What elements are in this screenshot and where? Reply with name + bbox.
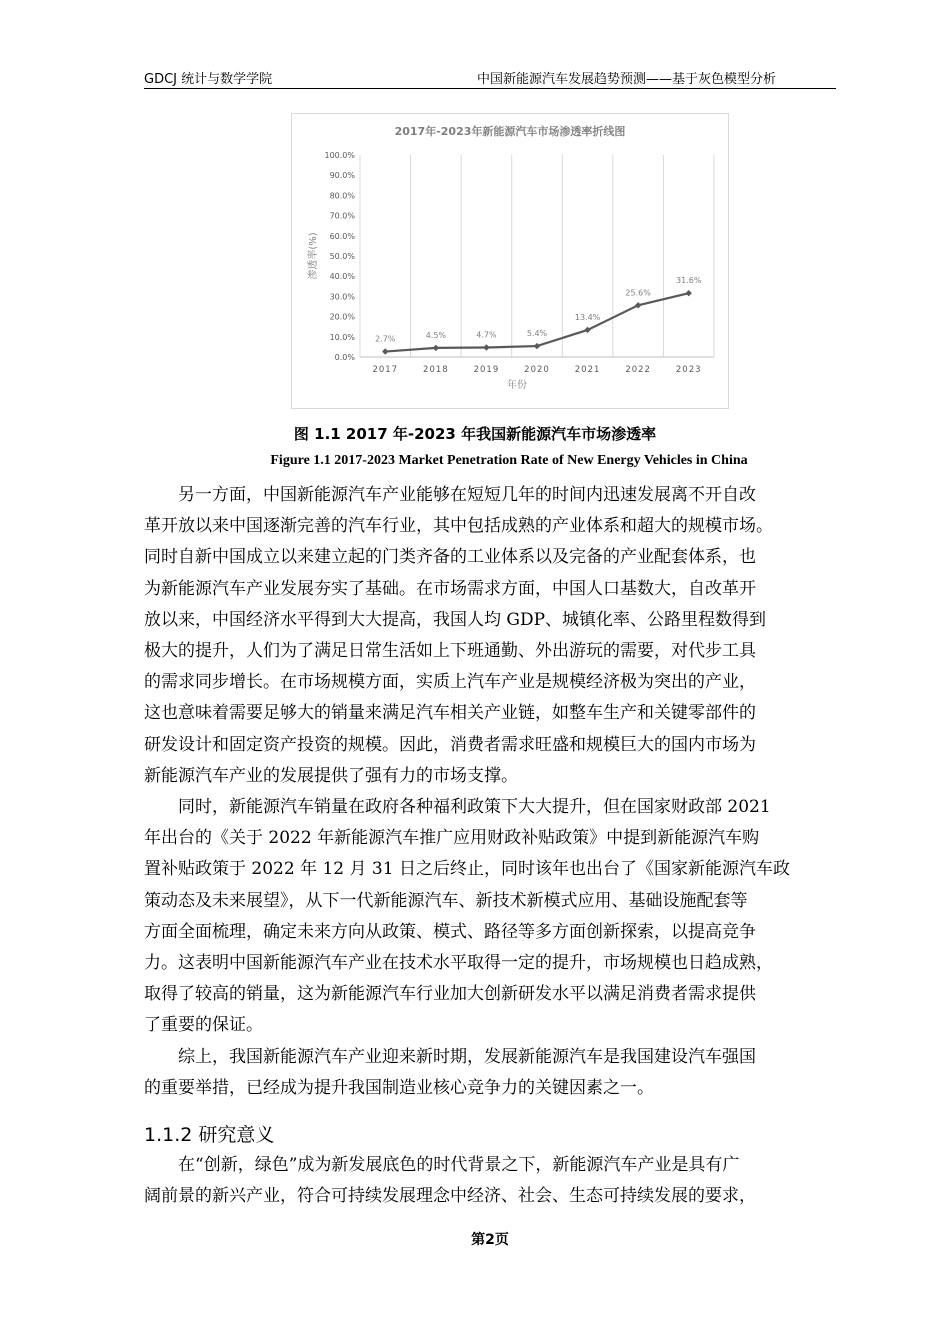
text-line: 的重要举措，已经成为提升我国制造业核心竞争力的关键因素之一。 — [144, 1077, 654, 1098]
x-tick-label: 2018 — [423, 365, 449, 375]
data-label: 5.4% — [526, 329, 548, 339]
page-number: 第2页 — [471, 1232, 509, 1248]
text-line: 新能源汽车产业的发展提供了强有力的市场支撑。 — [144, 765, 518, 786]
data-label: 25.6% — [625, 288, 651, 298]
data-point — [483, 344, 489, 350]
section-text — [144, 1150, 838, 1212]
text-line: 力。这表明中国新能源汽车产业在技术水平取得一定的提升，市场规模也日趋成熟， — [144, 953, 773, 974]
paragraph-3 — [144, 1042, 838, 1104]
y-tick-label: 100.0% — [324, 151, 355, 160]
x-tick-label: 2017 — [372, 365, 399, 375]
data-label: 4.7% — [476, 330, 497, 340]
text-line: 为新能源汽车产业发展夯实了基础。在市场需求方面，中国人口基数大，自改革开 — [144, 578, 756, 599]
header-right: 中国新能源汽车发展趋势预测——基于灰色模型分析 — [476, 72, 776, 87]
header-left: GDCJ 统计与数学学院 — [144, 72, 273, 87]
y-axis-label: 渗透率(%) — [308, 232, 319, 280]
x-tick-label: 2022 — [625, 365, 651, 375]
y-tick-label: 10.0% — [329, 332, 355, 342]
text-line: 同时，新能源汽车销量在政府各种福利政策下大大提升，但在国家财政部 2021 — [178, 797, 771, 818]
text-line: 取得了较高的销量，这为新能源汽车行业加大创新研发水平以满足消费者需求提供 — [144, 984, 756, 1005]
chart-figure — [291, 113, 729, 409]
figure-caption-cn: 图 1.1 2017 年-2023 年我国新能源汽车市场渗透率 — [293, 425, 657, 443]
y-tick-label: 50.0% — [329, 252, 355, 261]
paragraph-1 — [144, 480, 838, 792]
y-tick-label: 80.0% — [329, 191, 355, 201]
data-point — [686, 290, 692, 296]
text-line: 研发设计和固定资产投资的规模。因此，消费者需求旺盛和规模巨大的国内市场为 — [144, 734, 756, 755]
data-label: 4.5% — [425, 330, 447, 340]
data-point — [534, 343, 540, 349]
text-line: 这也意味着需要足够大的销量来满足汽车相关产业链，如整车生产和关键零部件的 — [144, 703, 756, 724]
figure-caption-en: Figure 1.1 2017-2023 Market Penetration Rate of New Energy Vehicles in China — [270, 453, 748, 468]
paragraph-4 — [144, 1150, 838, 1212]
section-heading: 1.1.2 研究意义 — [144, 1124, 275, 1146]
text-line: 极大的提升，人们为了满足日常生活如上下班通勤、外出游玩的需要，对代步工具 — [144, 641, 756, 662]
y-tick-label: 60.0% — [329, 231, 355, 241]
text-line: 策动态及未来展望》，从下一代新能源汽车、新技术新模式应用、基础设施配套等 — [144, 890, 748, 911]
series-line — [385, 293, 688, 351]
x-tick-label: 2023 — [675, 365, 702, 375]
text-line: 另一方面，中国新能源汽车产业能够在短短几年的时间内迅速发展离不开自改 — [178, 485, 756, 505]
y-tick-label: 30.0% — [329, 292, 355, 302]
data-label: 31.6% — [676, 276, 702, 286]
line-chart — [292, 114, 728, 408]
text-line: 阔前景的新兴产业，符合可持续发展理念中经济、社会、生态可持续发展的要求， — [144, 1186, 756, 1207]
text-line: 了重要的保证。 — [144, 1015, 263, 1036]
text-line: 综上，我国新能源汽车产业迎来新时期，发展新能源汽车是我国建设汽车强国 — [178, 1046, 756, 1067]
text-line: 同时自新中国成立以来建立起的门类齐备的工业体系以及完备的产业配套体系，也 — [144, 547, 756, 568]
page-header — [144, 66, 836, 89]
x-tick-label: 2021 — [574, 365, 601, 375]
text-line: 在“创新，绿色”成为新发展底色的时代背景之下，新能源汽车产业是具有广 — [178, 1155, 740, 1175]
text-line: 方面全面梳理，确定未来方向从政策、模式、路径等多方面创新探索，以提高竞争 — [144, 921, 756, 942]
text-line: 置补贴政策于 2022 年 12 月 31 日之后终止，同时该年也出台了《国家新能源汽车政 — [144, 859, 790, 880]
y-tick-label: 0.0% — [334, 353, 355, 362]
data-point — [382, 348, 388, 354]
y-tick-label: 90.0% — [329, 171, 355, 181]
text-line: 年出台的《关于 2022 年新能源汽车推广应用财政补贴政策》中提到新能源汽车购 — [144, 828, 760, 849]
x-axis-label: 年份 — [507, 380, 527, 391]
paragraph-2 — [144, 792, 838, 1042]
main-text — [144, 480, 838, 1104]
text-line: 放以来，中国经济水平得到大大提高，我国人均 GDP、城镇化率、公路里程数得到 — [144, 609, 767, 630]
text-line: 的需求同步增长。在市场规模方面，实质上汽车产业是规模经济极为突出的产业， — [144, 672, 756, 693]
x-tick-label: 2020 — [524, 365, 550, 375]
text-line: 革开放以来中国逐渐完善的汽车行业，其中包括成熟的产业体系和超大的规模市场。 — [144, 516, 773, 537]
chart-title: 2017年-2023年新能源汽车市场渗透率折线图 — [394, 125, 626, 138]
y-tick-label: 40.0% — [329, 272, 355, 282]
y-tick-label: 20.0% — [329, 312, 355, 322]
data-label: 13.4% — [574, 312, 601, 322]
data-label: 2.7% — [375, 334, 396, 344]
x-tick-label: 2019 — [473, 365, 500, 375]
y-tick-label: 70.0% — [329, 211, 355, 221]
data-point — [433, 345, 439, 351]
